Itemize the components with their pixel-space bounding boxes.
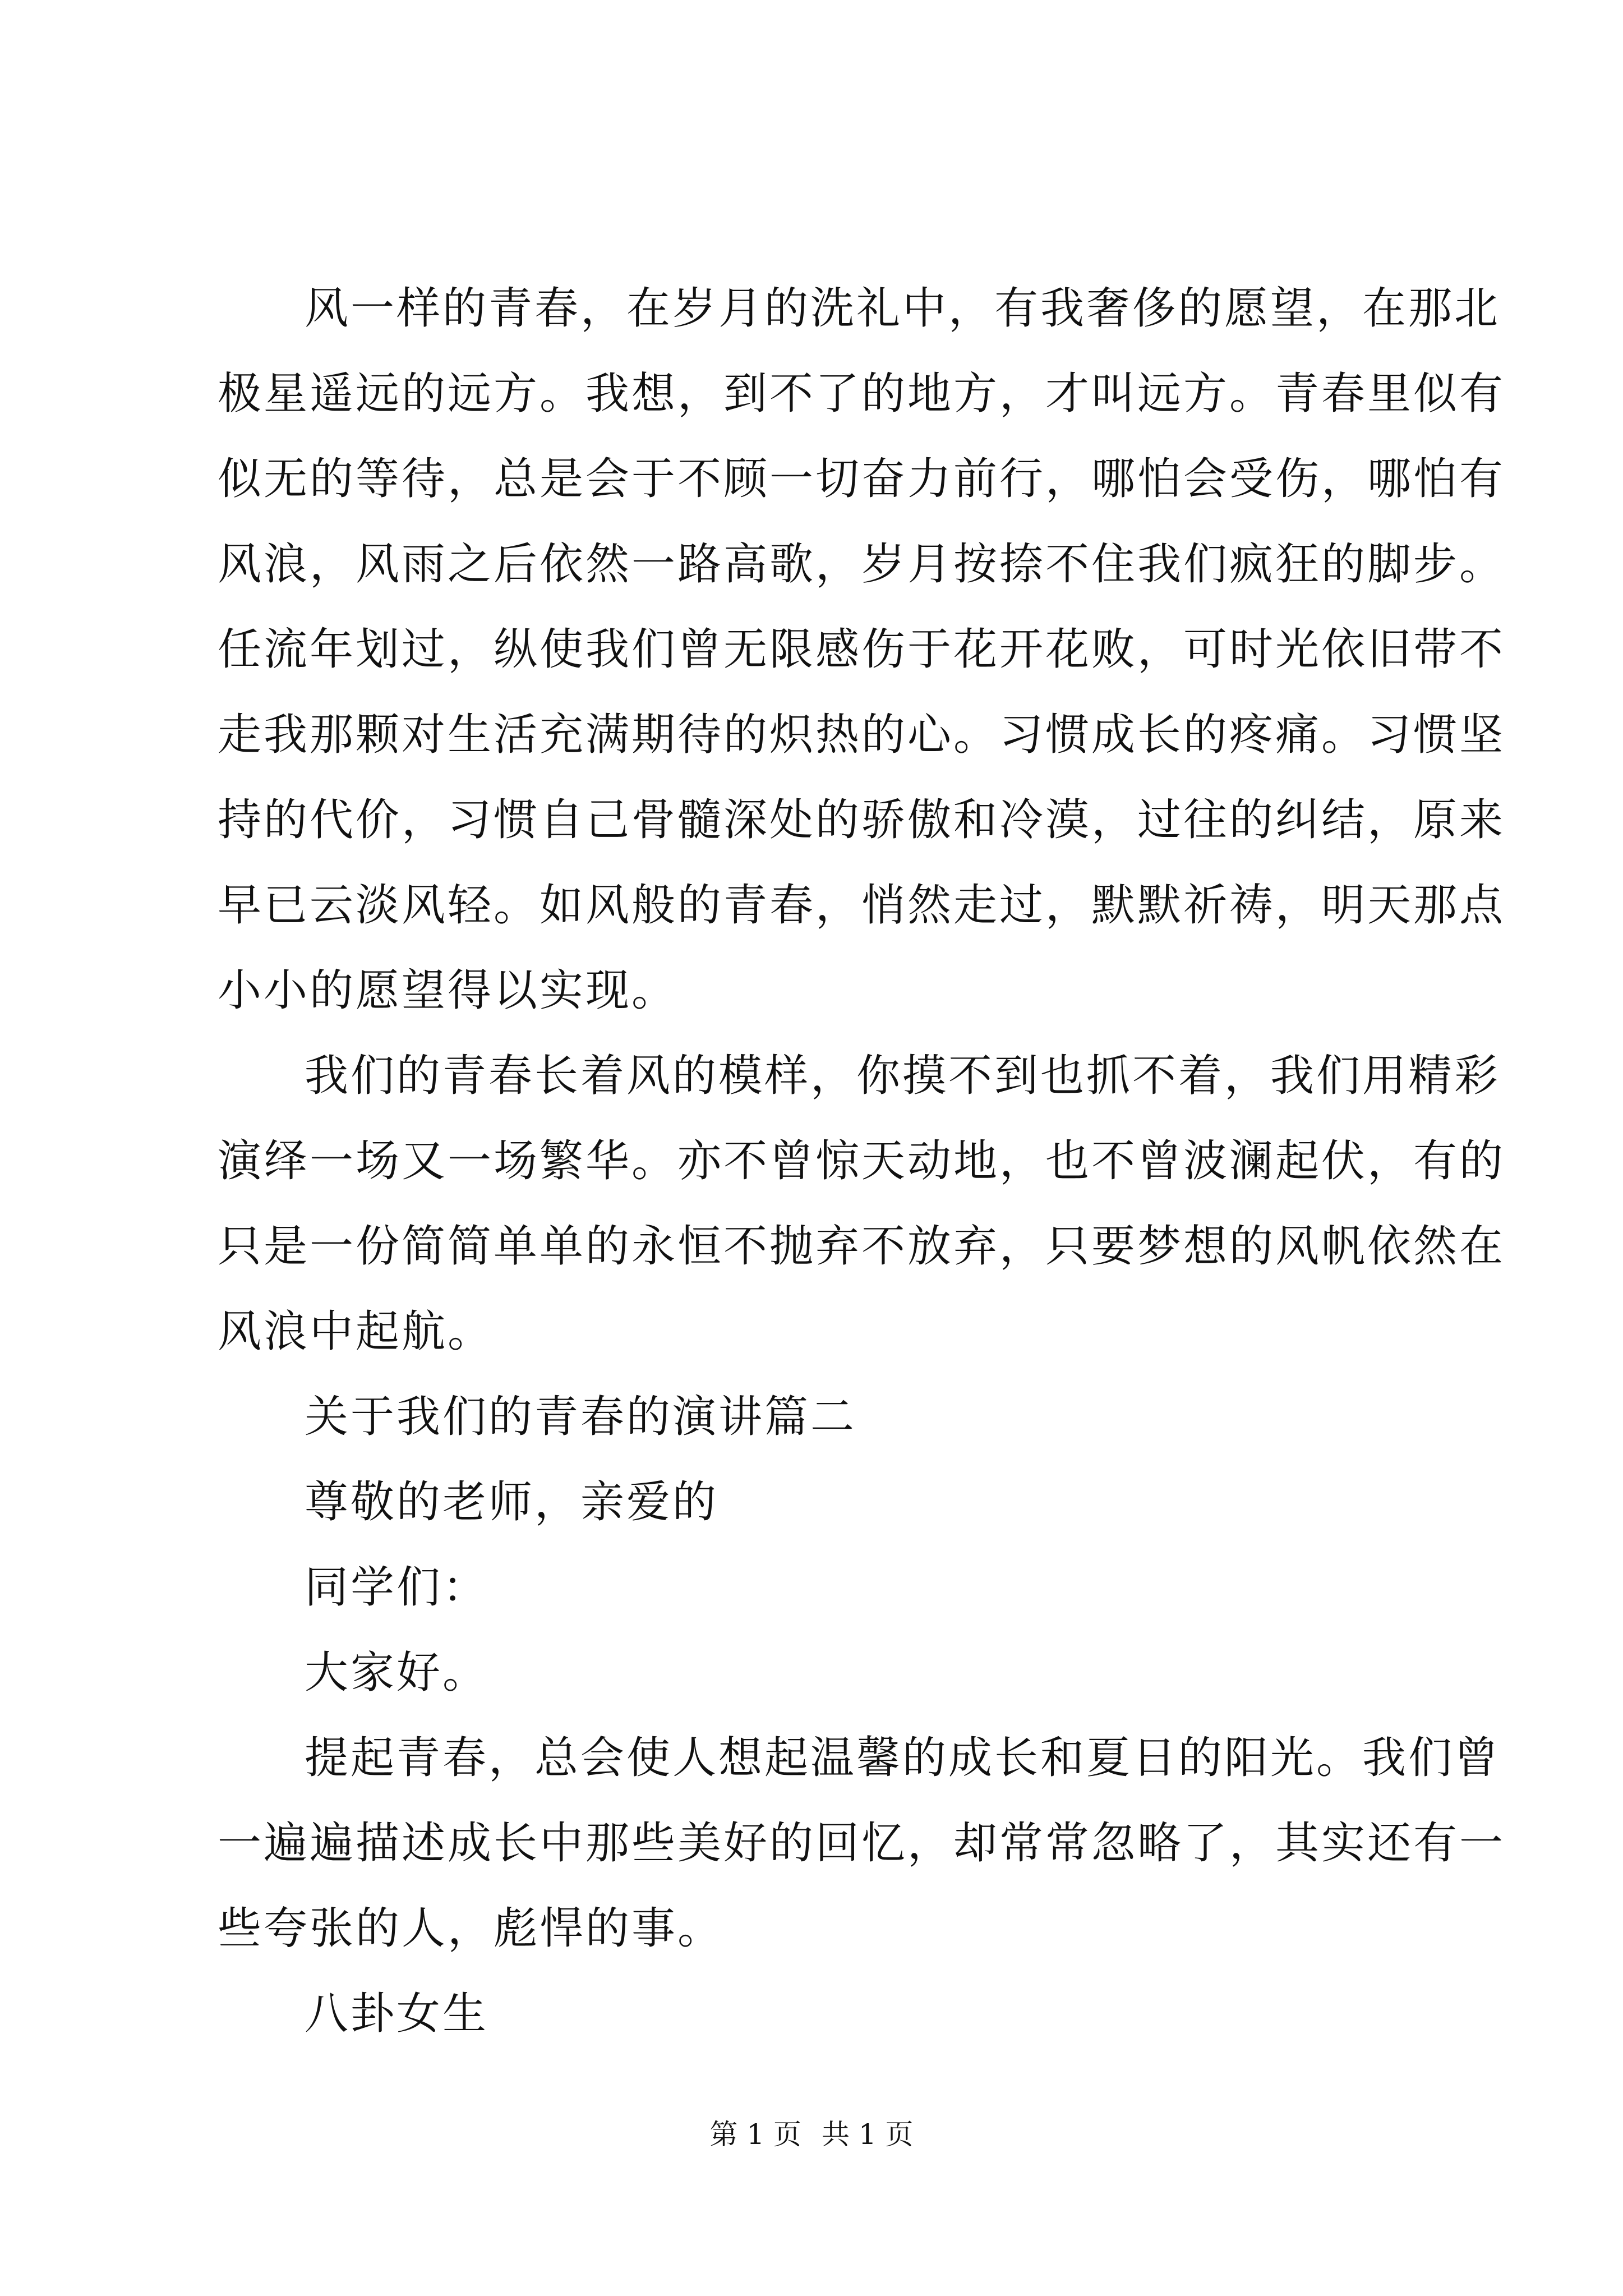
paragraph-line: 似无的等待，总是会于不顾一切奋力前行，哪怕会受伤，哪怕有 xyxy=(218,454,1506,504)
section-heading: 关于我们的青春的演讲篇二 xyxy=(305,1392,857,1442)
paragraph-line: 任流年划过，纵使我们曾无限感伤于花开花败，可时光依旧带不 xyxy=(218,624,1506,675)
paragraph-line: 提起青春，总会使人想起温馨的成长和夏日的阳光。我们曾 xyxy=(305,1733,1501,1783)
paragraph-2 xyxy=(218,1033,1506,1374)
paragraph-line: 些夸张的人，彪悍的事。 xyxy=(218,1903,724,1954)
paragraph-line: 我们的青春长着风的模样，你摸不到也抓不着，我们用精彩 xyxy=(305,1051,1501,1101)
paragraph-line: 演绎一场又一场繁华。亦不曾惊天动地，也不曾波澜起伏，有的 xyxy=(218,1136,1506,1186)
paragraph-line: 只是一份简简单单的永恒不抛弃不放弃，只要梦想的风帆依然在 xyxy=(218,1221,1506,1272)
paragraph-line: 一遍遍描述成长中那些美好的回忆，却常常忽略了，其实还有一 xyxy=(218,1818,1506,1869)
paragraph-3 xyxy=(218,1715,1506,1971)
paragraph-line: 走我那颗对生活充满期待的炽热的心。习惯成长的疼痛。习惯坚 xyxy=(218,710,1506,760)
page-total: 共 1 页 xyxy=(821,2118,914,2151)
paragraph-line: 风浪，风雨之后依然一路高歌，岁月按捺不住我们疯狂的脚步。 xyxy=(218,539,1506,590)
paragraph-line: 极星遥远的远方。我想，到不了的地方，才叫远方。青春里似有 xyxy=(218,369,1506,419)
paragraph-line: 风浪中起航。 xyxy=(218,1306,494,1357)
paragraph-line: 风一样的青春，在岁月的洗礼中，有我奢侈的愿望，在那北 xyxy=(305,283,1501,334)
paragraph-1 xyxy=(218,266,1506,1033)
subheading: 八卦女生 xyxy=(305,1989,489,2039)
page-footer xyxy=(0,2115,1623,2154)
paragraph-line: 小小的愿望得以实现。 xyxy=(218,965,678,1016)
paragraph-line: 持的代价，习惯自己骨髓深处的骄傲和冷漠，过往的纠结，原来 xyxy=(218,795,1506,845)
paragraph-line: 早已云淡风轻。如风般的青春，悄然走过，默默祈祷，明天那点 xyxy=(218,880,1506,931)
page-number: 第 1 页 xyxy=(709,2118,802,2151)
salutation-line-1: 尊敬的老师，亲爱的 xyxy=(305,1477,719,1527)
salutation-line-2: 同学们： xyxy=(305,1562,489,1613)
greeting: 大家好。 xyxy=(305,1648,489,1698)
document-body xyxy=(218,266,1506,2056)
